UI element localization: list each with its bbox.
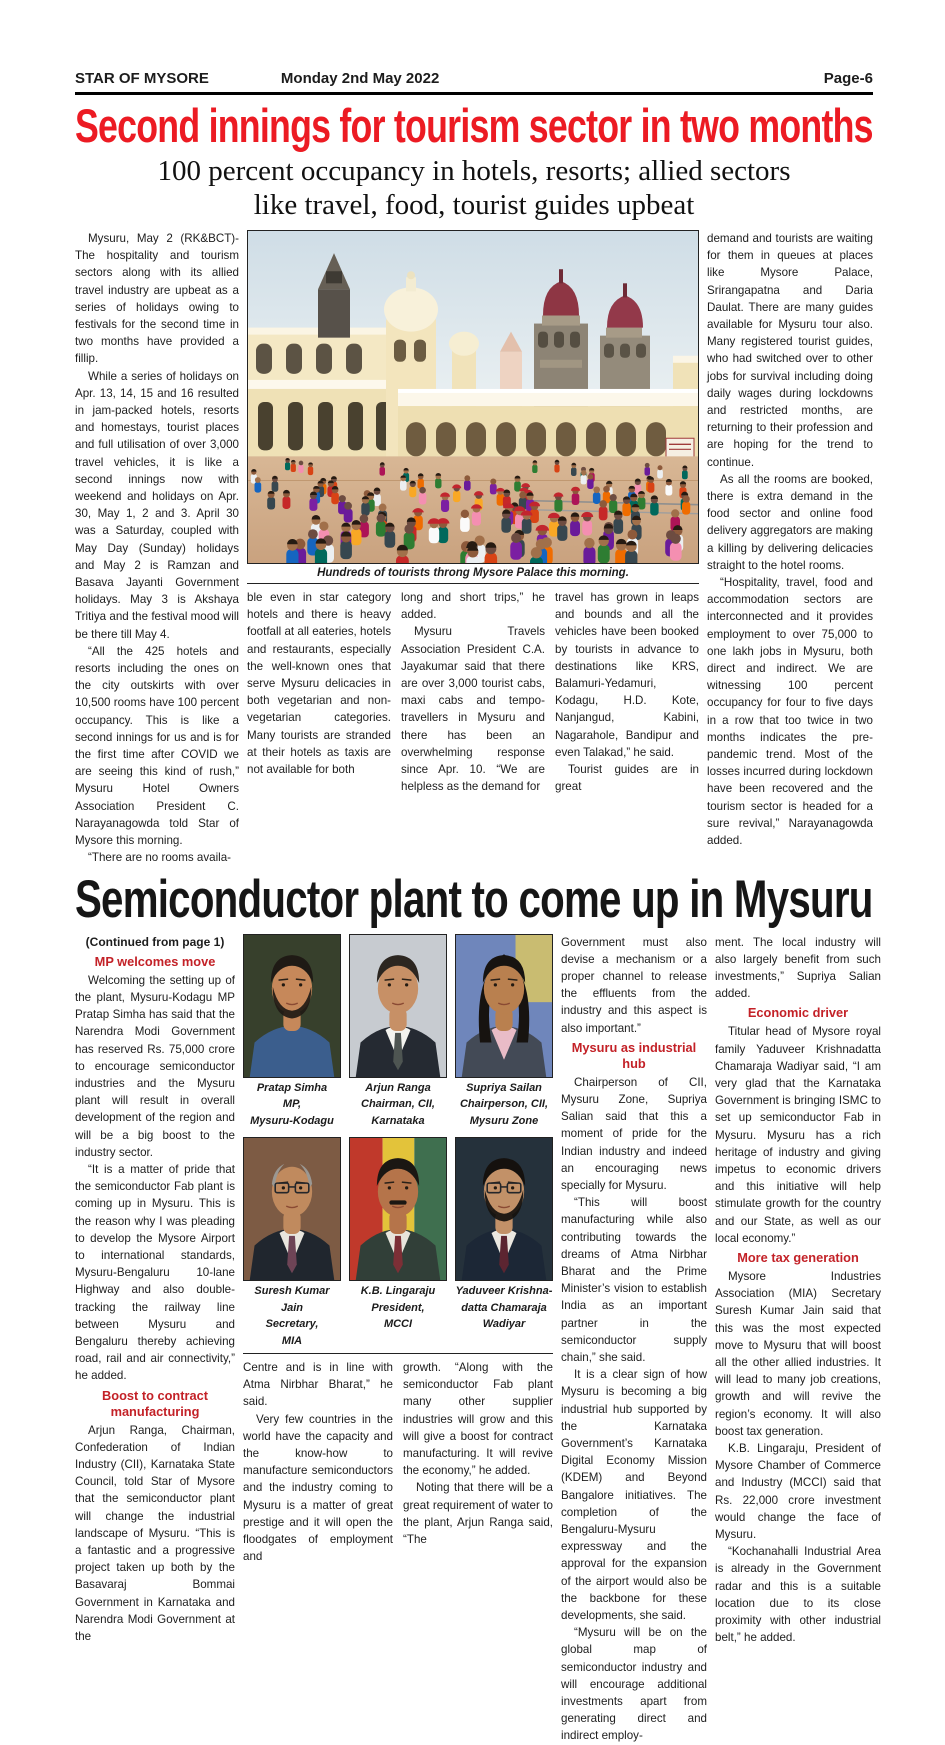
article-paragraph: “Hospitality, travel, food and accommodation sectors are interconnected and it provides employment to over 75,000 to one lakh jobs in Mysuru, both direct and indirect. We are witnessing 100 percent occupancy for four to five days in a row that too twice in two months indicates the pre-pandemic trend. Most of the losses incurred during lockdown have been recovered and the tourism sector is headed for a sure revival,” Narayanagowda added. [707, 576, 873, 848]
page-number: Page-6 [823, 70, 873, 87]
portrait-name: K.B. Lingaraju [360, 1285, 436, 1297]
article-paragraph: Mysuru, May 2 (RK&BCT)- The hospitality and tourism sectors along with its allied travel industry are upbeat as a series of holidays owing to festivals for the second time in two months have provided a fillip. [75, 231, 239, 366]
tourism-article [75, 230, 873, 867]
tourism-headline [75, 99, 873, 152]
portrait-caption [455, 1281, 553, 1333]
photo-caption: Hundreds of tourists throng Mysore Palace this morning. [247, 564, 699, 584]
semiconductor-headline-text: Semiconductor plant to come up in Mysuru [75, 870, 873, 930]
tourism-col-mid3 [555, 589, 699, 795]
article-paragraph: Tourist guides are in great [555, 762, 699, 794]
article-paragraph: Mysore Industries Association (MIA) Secretary Suresh Kumar Jain said that this was the most expected move to Mysuru that will boost all the other allied industries. It will lead to many job creations, growth and will revive the region’s economy. It will also boost tax generation. [715, 1269, 881, 1438]
continued-note: (Continued from page 1) [85, 934, 225, 949]
article-paragraph: Titular head of Mysore royal family Yaduveer Krishnadatta Chamaraja Wadiyar said, “I am very glad that the Karnataka Government is bringing ISMC to set up semiconductor Fab in Mysuru. Mysuru has a rich heritage of industry and giving impetus to economic drivers and this initiative will help stimulate growth for the country and our State, as well as our local economy.” [715, 1025, 881, 1245]
article-paragraph: long and short trips,” he added. [401, 590, 545, 622]
portrait-org: MIA [281, 1334, 303, 1347]
semi-below-portraits-cols [243, 1359, 553, 1565]
portrait-org: MCCI [383, 1318, 413, 1330]
portrait-title: President, [371, 1301, 425, 1314]
subhead-industrial-hub: Mysuru as industrial hub [571, 1039, 697, 1071]
portrait-name: Suresh Kumar Jain [254, 1285, 330, 1314]
semi-col-5 [715, 934, 881, 1745]
portrait [243, 1137, 341, 1349]
article-paragraph: ment. The local industry will also largely benefit from such investments,” Supriya Salian added. [715, 935, 881, 1001]
article-paragraph: As all the rooms are booked, there is extra demand in the food sector and online food delivery aggregators are making a killing by delivering delicacies straight to the hotel rooms. [707, 472, 873, 572]
portrait-caption [349, 1281, 447, 1333]
tourism-below-photo-cols [247, 589, 699, 795]
portrait-title: Chairperson, CII, [459, 1098, 549, 1110]
portrait-photo [243, 1137, 341, 1281]
portrait-org: Mysuru-Kodagu [250, 1114, 334, 1127]
article-paragraph: “Mysuru will be on the global map of semiconductor industry and will encourage additional investments apart from generating direct and indirect employ- [561, 1626, 707, 1743]
article-paragraph: Arjun Ranga, Chairman, Confederation of Indian Industry (CII), Karnataka State Council, told Star of Mysore that the semiconductor plant will change the industrial landscape of Mysuru. “This is a fantastic and a progressive project taken up both by the Basavaraj Bommai Government in Karnataka and Narendra Modi Government at the [75, 1423, 235, 1644]
article-paragraph: Noting that there will be a great requirement of water to the plant, Arjun Ranga said, “The [403, 1481, 553, 1547]
article-paragraph: Mysuru Travels Association President C.A. Jayakumar said that there are over 3,000 tourist cabs, maxi cabs and tempo-travellers in Mysuru and there has been an overwhelming response since Apr. 10. “We are helpless as the demand for [401, 625, 545, 794]
portrait [455, 1137, 553, 1349]
subhead-economic-driver: Economic driver [747, 1005, 849, 1021]
article-paragraph: It is a clear sign of how Mysuru is becoming a big industrial hub supported by the Karnataka Government’s Karnataka Digital Economy Mission (KDEM) and Beyond Bangalore initiatives. The completion of the Bengaluru-Mysuru expressway and the approval for the expansion of the airport would also be the backbone for these developments, she said. [561, 1368, 707, 1623]
portrait-title: datta Chamaraja [461, 1301, 547, 1314]
newspaper-page [75, 70, 881, 1745]
semi-col-4 [561, 934, 707, 1745]
tourism-subtitle [75, 154, 873, 222]
article-paragraph: Centre and is in line with Atma Nirbhar Bharat,” he said. [243, 1361, 393, 1409]
tourism-subtitle-line1: 100 percent occupancy in hotels, resorts; allied sectors [157, 154, 791, 187]
portrait-org: Wadiyar [482, 1318, 526, 1330]
subhead-mp-welcomes-move: MP welcomes move [94, 953, 216, 969]
portrait [349, 934, 447, 1130]
article-paragraph: Government must also devise a mechanism or a proper channel to release the effluents from the industry and this aspect is also important.” [561, 935, 707, 1035]
article-paragraph: Very few countries in the world have the capacity and the know-how to manufacture semiconductors and the industry coming to Mysuru is a matter of great prestige and it will open the floodgates of employment and [243, 1412, 393, 1564]
portrait-org: Karnataka [371, 1114, 425, 1127]
tourism-center [247, 230, 699, 867]
portrait-title: Chairman, CII, [361, 1098, 435, 1110]
article-paragraph: ble even in star category hotels and there is heavy footfall at all eateries, hotels and restaurants, especially the well-known ones that serve Mysuru delicacies in both vegetarian and non-vegetarian categories. Many tourists are stranded at their hotels as taxis are not available for both [247, 590, 391, 776]
portrait-org: Mysuru Zone [469, 1114, 539, 1127]
portrait-name: Supriya Sailan [466, 1081, 542, 1094]
portrait [243, 934, 341, 1130]
portrait-name: Pratap Simha [256, 1081, 328, 1094]
article-paragraph: “This will boost manufacturing while also contributing towards the dreams of Atma Nirbhar Bharat and the Prime Minister’s vision to establish India as an important partner in the semiconductor supply chain,” she said. [561, 1196, 707, 1364]
palace-photo [247, 230, 699, 564]
tourism-col-right [707, 230, 873, 867]
semiconductor-headline [75, 870, 873, 930]
issue-date: Monday 2nd May 2022 [280, 70, 440, 87]
tourism-col-mid2 [401, 589, 545, 795]
portrait-caption [349, 1078, 447, 1130]
portrait-name: Arjun Ranga [365, 1081, 431, 1094]
tourism-subtitle-line2: like travel, food, tourist guides upbeat [253, 188, 695, 221]
page-header [75, 70, 873, 95]
article-paragraph: “All the 425 hotels and resorts including the ones on the city outskirts with over 10,500 rooms have 100 percent occupancy. This is like a second innings for us and is for the first time after COVID we are seeing this kind of rush,” Mysuru Hotel Owners Association President C. Narayanagowda told Star of Mysore this morning. [75, 644, 239, 848]
article-paragraph: travel has grown in leaps and bounds and all the vehicles have been booked by tourists in advance to destinations like KRS, Balamuri-Yedamuri, Kodagu, H.D. Kote, Nanjangud, Kabini, Nagarahole, Bandipur and even Talakad,” he said. [555, 590, 699, 759]
portrait-grid [243, 934, 553, 1355]
article-paragraph: “It is a matter of pride that the semiconductor Fab plant is coming up in Mysuru. This is the reason why I was pleading to develop the Mysore Airport to international standards, Mysuru-Bengaluru 10-lane Highway and also double-tracking the railway line between Mysuru and Bengaluru thereby achieving road, rail and air connectivity,” he added. [75, 1162, 235, 1383]
article-paragraph: “There are no rooms availa- [88, 851, 232, 865]
article-paragraph: Welcoming the setting up of the plant, Mysuru-Kodagu MP Pratap Simha has said that the Narendra Modi Government has reserved Rs. 75,000 crore to encourage semiconductor industries and the Mysuru plant will result in overall development of the region and will be a big boost to the industry sector. [75, 973, 235, 1159]
semi-col-1 [75, 934, 235, 1745]
subhead-more-tax-generation: More tax generation [737, 1249, 859, 1265]
article-paragraph: demand and tourists are waiting for them in queues at places like Mysore Palace, Srirangapatna and Daria Daulat. There are many guides available for Mysuru tour also. Many registered tourist guides, who had switched over to other jobs for survival including doing daily wages during lockdowns and restricted months, are returning to their profession and are hoping for the trend to continue. [707, 231, 873, 469]
portrait-photo [455, 1137, 553, 1281]
portrait [455, 934, 553, 1130]
tourism-col-left [75, 230, 239, 867]
masthead-title: STAR OF MYSORE [75, 70, 209, 87]
article-paragraph: K.B. Lingaraju, President of Mysore Chamber of Commerce and Industry (MCCI) said that Rs. 22,000 crore investment would change the face of Mysuru. [715, 1441, 881, 1541]
semiconductor-article [75, 934, 881, 1745]
semi-col-3 [403, 1359, 553, 1565]
article-paragraph: While a series of holidays on Apr. 13, 14, 15 and 16 resulted in jam-packed hotels, resorts and homestays, tourist places and full utilisation of over 3,000 travel vehicles, it is like a second innings now with weekend and holidays on Apr. 30, May 1, 2 and 3. April 30 was a Saturday, coupled with May Day (Sunday) holidays and May 2 is Ramzan and Basava Jayanti Government holidays. May 3 is Akshaya Tritiya and the festival mood will be there till May 4. [75, 369, 239, 641]
article-paragraph: Chairperson of CII, Mysuru Zone, Supriya Salian said that this a moment of pride for the Indian industry and indeed an encouraging news specially for Mysuru. [561, 1075, 707, 1192]
tourism-headline-text: Second innings for tourism sector in two months [75, 99, 873, 152]
portrait-caption [455, 1078, 553, 1130]
portrait-caption [243, 1078, 341, 1130]
subhead-boost-contract-manufacturing: Boost to contract manufacturing [102, 1387, 208, 1419]
portrait [349, 1137, 447, 1349]
portrait-name: Yaduveer Krishna- [455, 1285, 553, 1297]
semi-middle [243, 934, 553, 1745]
portrait-photo [349, 934, 447, 1078]
portrait-caption [243, 1281, 341, 1349]
portrait-photo [455, 934, 553, 1078]
article-paragraph: “Kochanahalli Industrial Area is already in the Government radar and this is a suitable location due to its close proximity with other industrial belt,” he added. [715, 1545, 881, 1645]
portrait-photo [349, 1137, 447, 1281]
tourism-col-mid1 [247, 589, 391, 795]
article-paragraph: growth. “Along with the semiconductor Fab plant many other supplier industries will grow and this will give a boost for contract manufacturing. It will revive the economy,” he added. [403, 1361, 553, 1478]
portrait-title: Secretary, [265, 1318, 319, 1330]
semi-col-2 [243, 1359, 393, 1565]
portrait-photo [243, 934, 341, 1078]
portrait-title: MP, [282, 1098, 302, 1110]
palace-photo-svg [248, 231, 698, 563]
